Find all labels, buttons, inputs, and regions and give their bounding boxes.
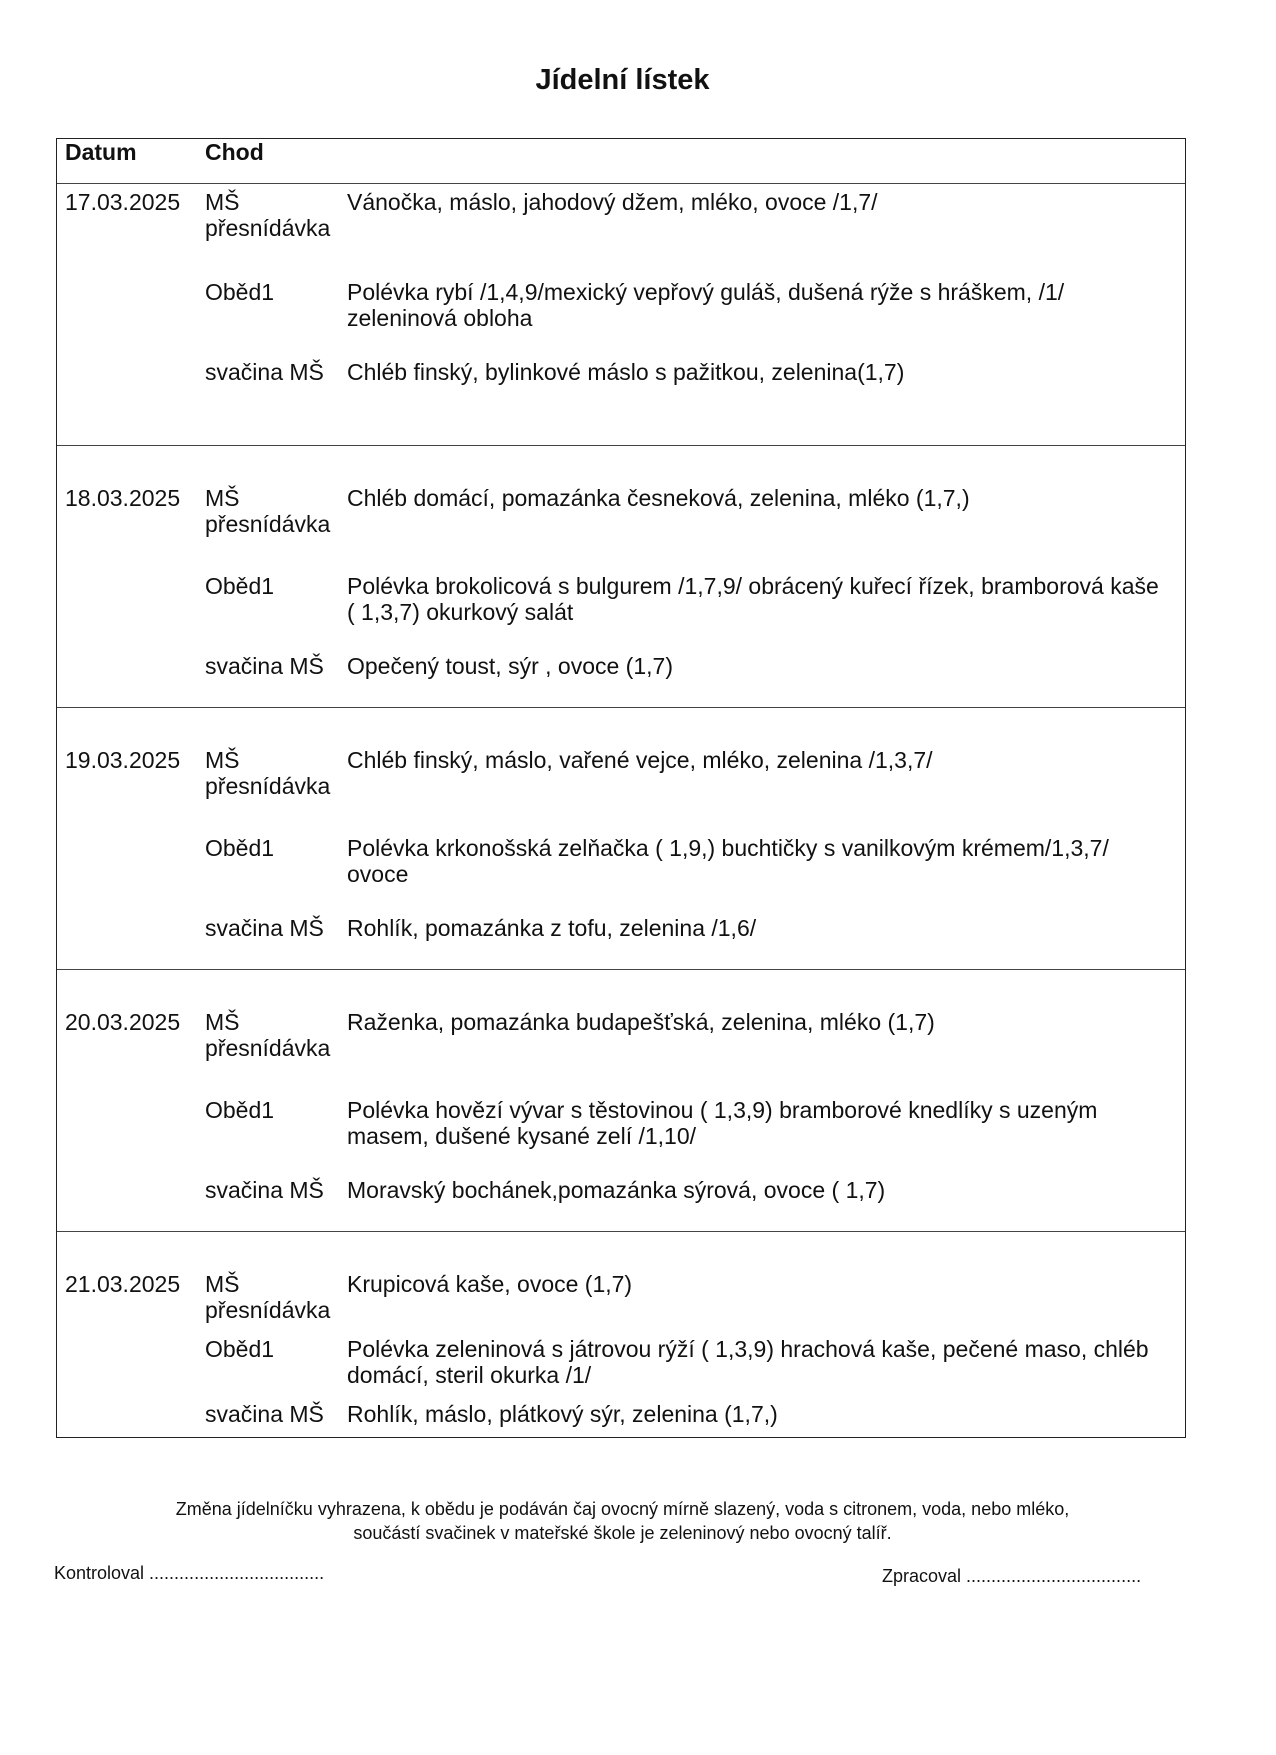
date-column-header: Datum	[65, 139, 137, 165]
course-label: MŠ přesnídávka	[205, 189, 331, 241]
dish-text: Moravský bochánek,pomazánka sýrová, ovoce ( 1,7)	[347, 1177, 886, 1203]
day-date: 17.03.2025	[65, 189, 181, 215]
dish-text: Polévka brokolicová s bulgurem /1,7,9/ obrácený kuřecí řízek, bramborová kaše ( 1,3,7) okurkový salát	[347, 573, 1159, 625]
footer-note	[0, 1497, 1245, 1545]
dish-text: Chléb domácí, pomazánka česneková, zelenina, mléko (1,7,)	[347, 485, 970, 511]
checked-by-field: Kontroloval ...................................	[54, 1563, 325, 1583]
dish-text: Vánočka, máslo, jahodový džem, mléko, ovoce /1,7/	[347, 189, 878, 215]
dish-text: Opečený toust, sýr , ovoce (1,7)	[347, 653, 673, 679]
course-label: Oběd1	[205, 573, 275, 599]
day-date: 18.03.2025	[65, 485, 181, 511]
footer-note-line: Změna jídelníčku vyhrazena, k obědu je podáván čaj ovocný mírně slazený, voda s citronem, voda, nebo mléko,	[175, 1499, 1070, 1519]
course-label: MŠ přesnídávka	[205, 485, 331, 537]
dish-text: Polévka rybí /1,4,9/mexický vepřový guláš, dušená rýže s hráškem, /1/ zeleninová obloha	[347, 279, 1065, 331]
day-row	[57, 969, 1185, 1232]
course-label: MŠ přesnídávka	[205, 747, 331, 799]
dish-text: Rohlík, pomazánka z tofu, zelenina /1,6/	[347, 915, 757, 941]
footer-note-line: součástí svačinek v mateřské škole je zeleninový nebo ovocný talíř.	[353, 1523, 892, 1543]
day-date: 21.03.2025	[65, 1271, 181, 1297]
course-label: svačina MŠ	[205, 915, 324, 941]
course-column-header: Chod	[205, 139, 264, 165]
course-label: MŠ přesnídávka	[205, 1009, 331, 1061]
day-row	[57, 707, 1185, 970]
day-row	[57, 1231, 1185, 1437]
dish-text: Polévka zeleninová s játrovou rýží ( 1,3,9) hrachová kaše, pečené maso, chléb domácí, steril okurka /1/	[347, 1336, 1149, 1388]
day-row	[57, 183, 1185, 446]
course-label: svačina MŠ	[205, 1401, 324, 1427]
course-label: svačina MŠ	[205, 653, 324, 679]
dish-text: Rohlík, máslo, plátkový sýr, zelenina (1,7,)	[347, 1401, 778, 1427]
day-date: 19.03.2025	[65, 747, 181, 773]
day-row	[57, 445, 1185, 708]
menu-table	[56, 138, 1186, 1438]
prepared-by-field: Zpracoval ...................................	[882, 1566, 1142, 1586]
course-label: svačina MŠ	[205, 359, 324, 385]
course-label: MŠ přesnídávka	[205, 1271, 331, 1323]
dish-text: Polévka hovězí vývar s těstovinou ( 1,3,9) bramborové knedlíky s uzeným masem, dušené kysané zelí /1,10/	[347, 1097, 1098, 1149]
dish-text: Raženka, pomazánka budapešťská, zelenina, mléko (1,7)	[347, 1009, 935, 1035]
dish-text: Polévka krkonošská zelňačka ( 1,9,) buchtičky s vanilkovým krémem/1,3,7/ ovoce	[347, 835, 1109, 887]
page-title: Jídelní lístek	[535, 64, 710, 96]
dish-text: Chléb finský, bylinkové máslo s pažitkou, zelenina(1,7)	[347, 359, 905, 385]
course-label: Oběd1	[205, 1097, 275, 1123]
dish-text: Krupicová kaše, ovoce (1,7)	[347, 1271, 633, 1297]
course-label: svačina MŠ	[205, 1177, 324, 1203]
day-date: 20.03.2025	[65, 1009, 181, 1035]
course-label: Oběd1	[205, 835, 275, 861]
course-label: Oběd1	[205, 279, 275, 305]
table-header	[57, 139, 1185, 184]
course-label: Oběd1	[205, 1336, 275, 1362]
dish-text: Chléb finský, máslo, vařené vejce, mléko, zelenina /1,3,7/	[347, 747, 933, 773]
